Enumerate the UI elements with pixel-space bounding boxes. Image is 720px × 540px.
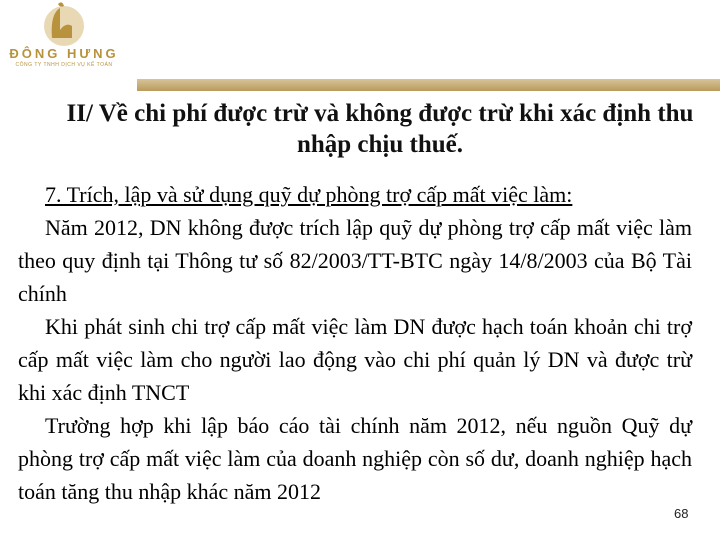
- header-band: [137, 79, 720, 91]
- body-paragraph: Năm 2012, DN không được trích lập quỹ dự phòng trợ cấp mất việc làm theo quy định tại Thông tư số 82/2003/TT-BTC ngày 14/8/2003 của Bộ Tài chính: [18, 215, 692, 306]
- slide-title: II/ Về chi phí được trừ và không được trừ khi xác định thu nhập chịu thuế.: [66, 100, 694, 158]
- logo-tagline: CÔNG TY TNHH DỊCH VỤ KẾ TOÁN: [15, 62, 113, 68]
- body-paragraph: Trường hợp khi lập báo cáo tài chính năm 2012, nếu nguồn Quỹ dự phòng trợ cấp mất việc làm của doanh nghiệp còn số dư, doanh nghiệp hạch toán tăng thu nhập khác năm 2012: [18, 413, 692, 504]
- slide-body: [18, 178, 692, 508]
- logo-name: ĐÔNG HƯNG: [9, 46, 119, 61]
- company-logo: [0, 0, 130, 75]
- logo-emblem-icon: [0, 0, 130, 50]
- section-heading: 7. Trích, lập và sử dụng quỹ dự phòng trợ cấp mất việc làm:: [45, 182, 573, 207]
- page-number: 68: [674, 506, 689, 521]
- body-paragraph: Khi phát sinh chi trợ cấp mất việc làm DN được hạch toán khoản chi trợ cấp mất việc làm cho người lao động vào chi phí quản lý DN và được trừ khi xác định TNCT: [18, 314, 692, 405]
